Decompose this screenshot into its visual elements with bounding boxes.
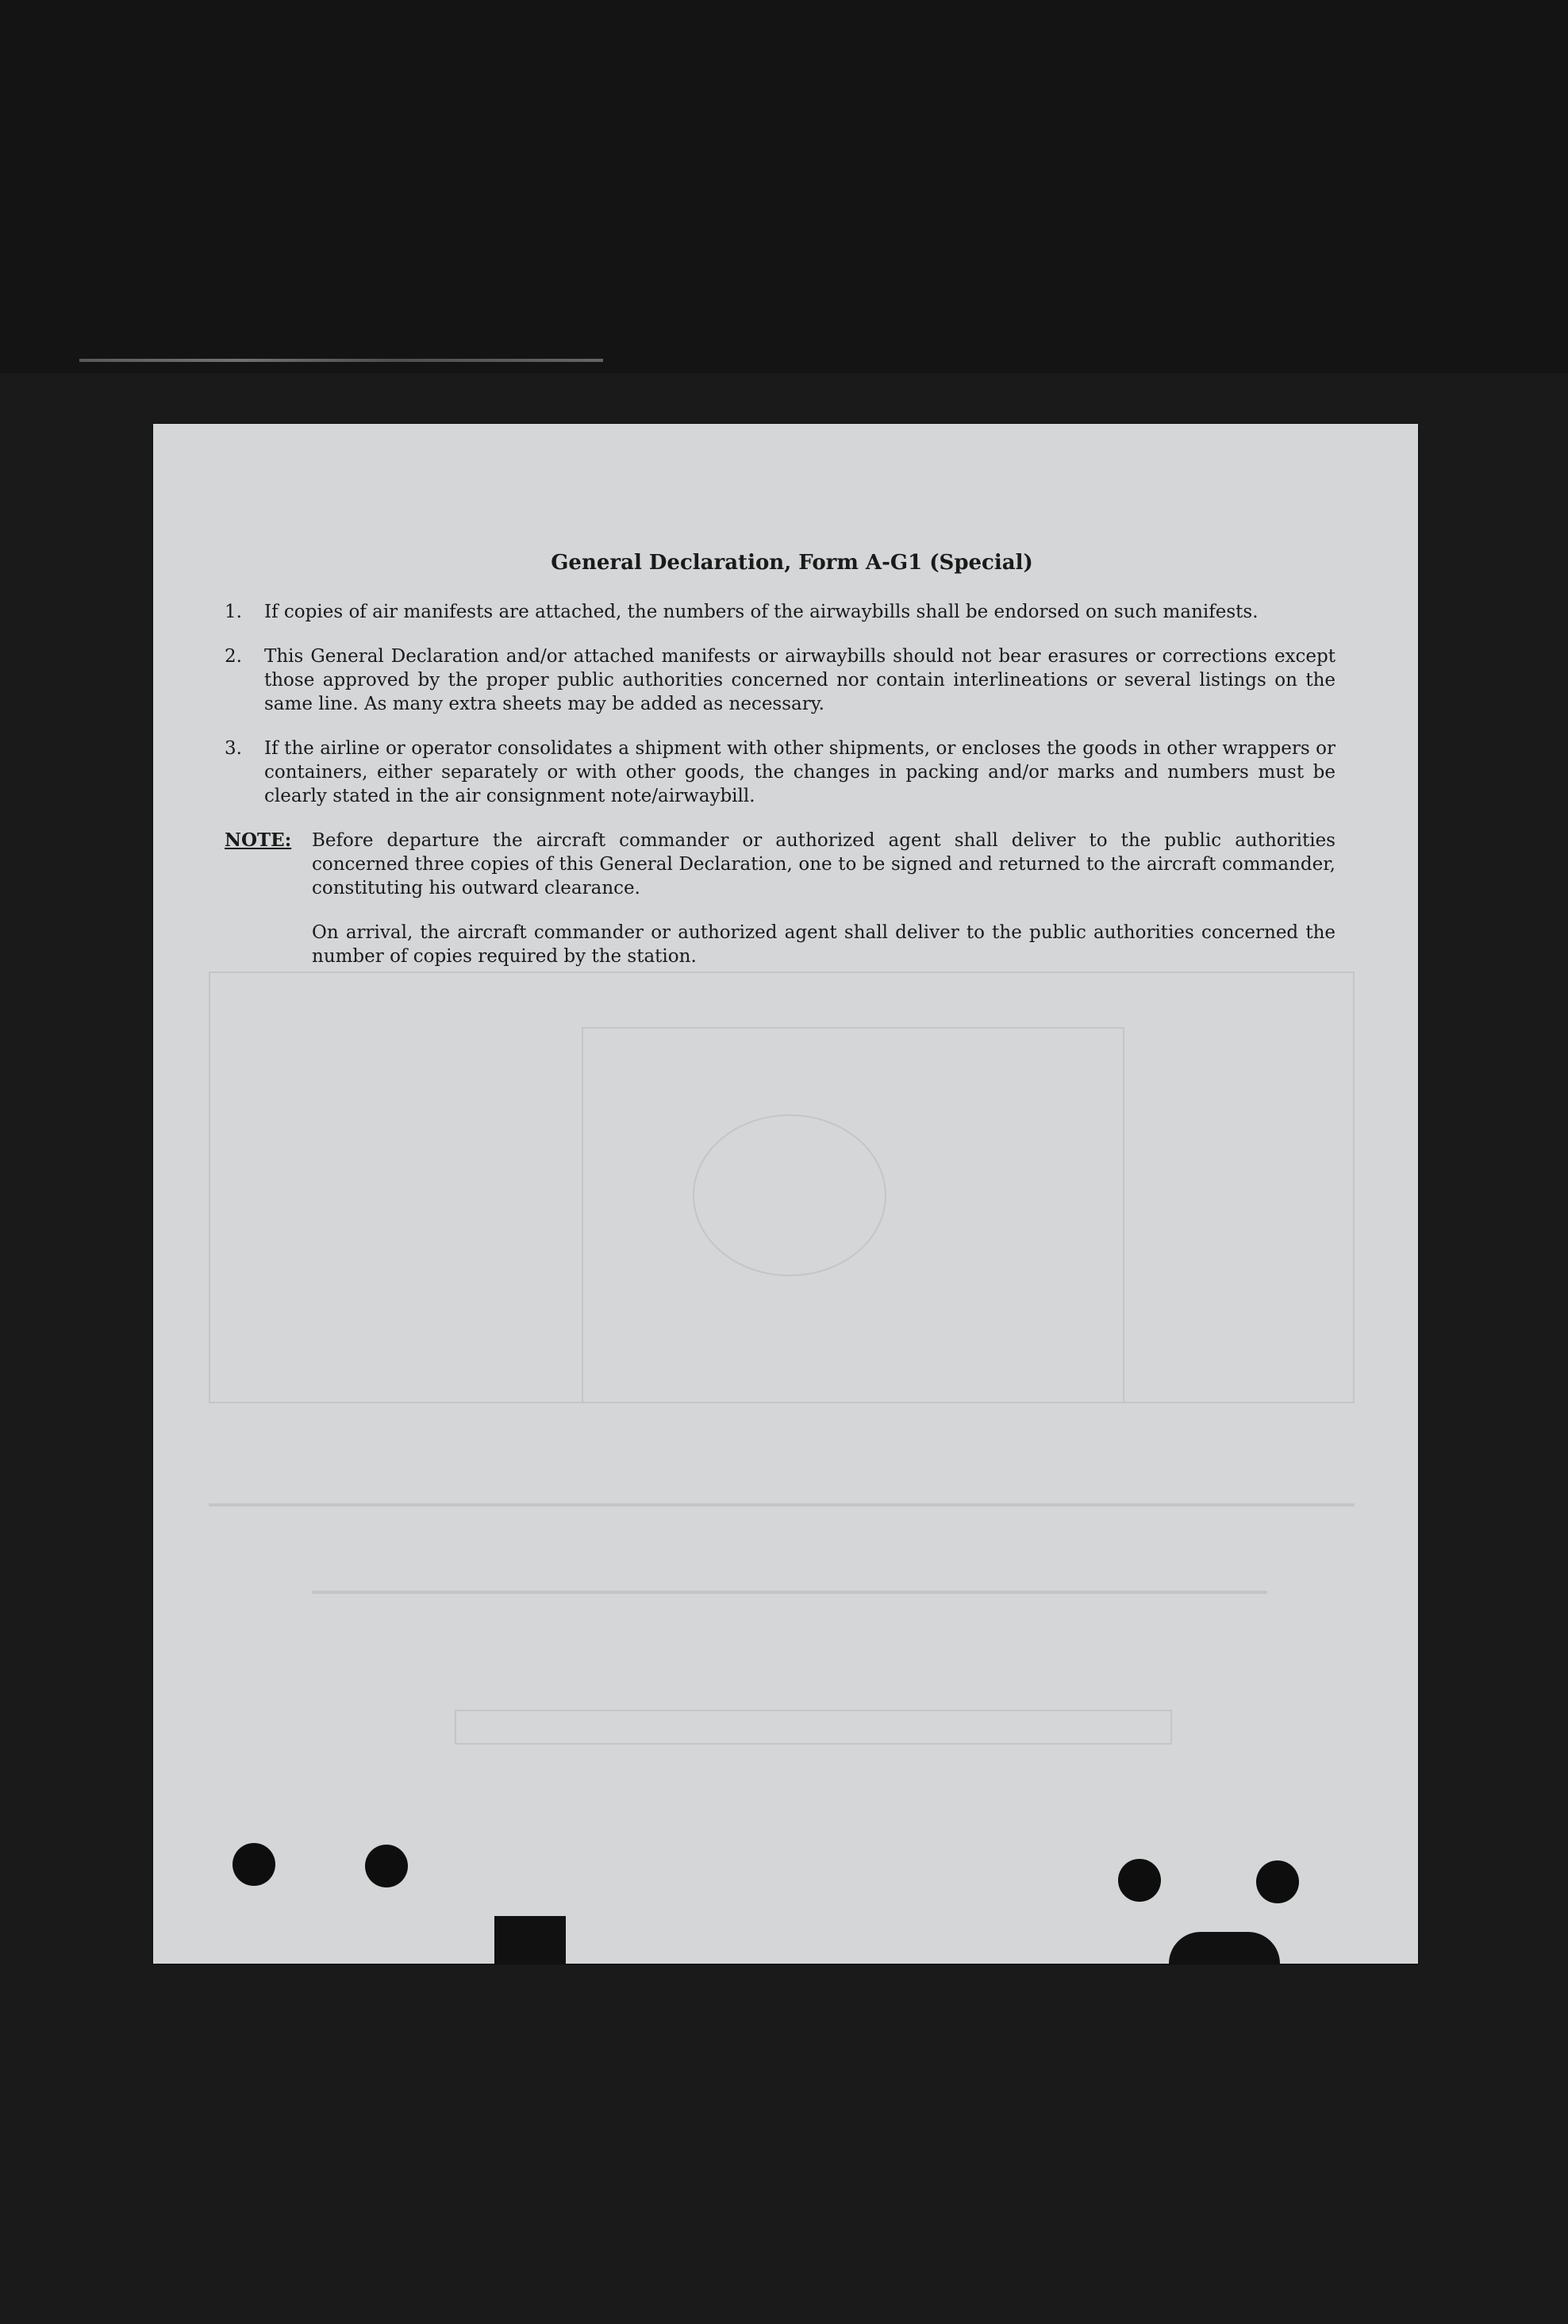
document-content bbox=[225, 551, 1335, 968]
document-sheet bbox=[153, 424, 1418, 1964]
item-number: 1. bbox=[225, 602, 242, 622]
item-number: 3. bbox=[225, 738, 242, 759]
arrival-text: On arrival, the aircraft commander or authorized agent shall deliver to the public authorities concerned the number of copies required by the station. bbox=[312, 922, 1335, 967]
document-title: General Declaration, Form A-G1 (Special) bbox=[551, 551, 1033, 575]
torn-edge bbox=[494, 1916, 566, 1964]
item-text: If copies of air manifests are attached, the numbers of the airwaybills shall be endorsed on such manifests. bbox=[264, 602, 1259, 622]
scan-background bbox=[0, 0, 1568, 373]
instruction-item-3 bbox=[225, 737, 1335, 808]
punch-hole bbox=[1118, 1859, 1161, 1902]
torn-edge bbox=[1169, 1932, 1280, 1964]
item-number: 2. bbox=[225, 646, 242, 667]
punch-hole bbox=[365, 1845, 408, 1887]
item-text: If the airline or operator consolidates a shipment with other shipments, or encloses the goods in other wrappers or containers, either separately or with other goods, the changes in packing and/or marks and numbers must be clearly stated in the air consignment note/airwaybill. bbox=[264, 738, 1335, 806]
instruction-item-1 bbox=[225, 600, 1335, 624]
note-text: Before departure the aircraft commander or authorized agent shall deliver to the public authorities concerned three copies of this General Declaration, one to be signed and returned to the aircraft commander, constituting his outward clearance. bbox=[312, 830, 1335, 898]
note-block bbox=[225, 829, 1335, 900]
punch-hole bbox=[233, 1843, 275, 1886]
item-text: This General Declaration and/or attached manifests or airwaybills should not bear erasures or corrections except those approved by the proper public authorities concerned nor contain interlineations or several listings on the same line. As many extra sheets may be added as necessary. bbox=[264, 646, 1335, 714]
note-label: NOTE: bbox=[225, 829, 292, 851]
punch-hole bbox=[1256, 1860, 1299, 1903]
scan-edge-line bbox=[79, 359, 603, 362]
instruction-item-2 bbox=[225, 644, 1335, 716]
